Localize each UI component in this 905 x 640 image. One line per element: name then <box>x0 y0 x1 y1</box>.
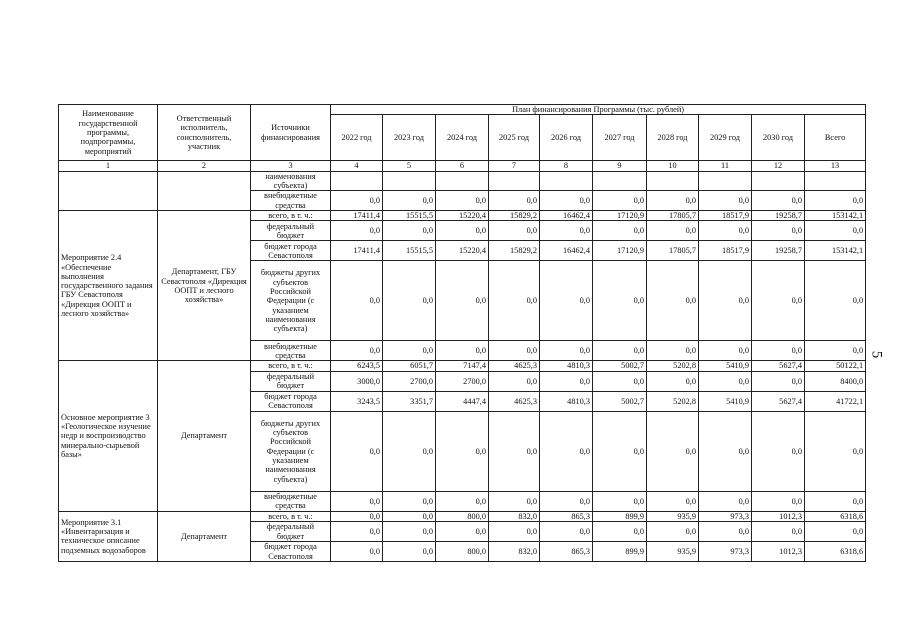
amount-cell: 0,0 <box>752 341 805 361</box>
amount-cell: 3243,5 <box>331 391 383 411</box>
amount-cell: 0,0 <box>331 191 383 211</box>
amount-cell: 0,0 <box>593 191 647 211</box>
amount-cell: 0,0 <box>489 191 540 211</box>
header-year: 2025 год <box>489 115 540 161</box>
amount-cell: 17411,4 <box>331 211 383 221</box>
financing-table <box>58 104 866 562</box>
amount-cell <box>752 171 805 191</box>
amount-cell: 0,0 <box>436 491 489 511</box>
amount-cell: 5627,4 <box>752 391 805 411</box>
amount-cell: 0,0 <box>489 341 540 361</box>
amount-cell: 0,0 <box>540 221 593 241</box>
amount-cell: 0,0 <box>540 371 593 391</box>
amount-cell: 0,0 <box>647 491 699 511</box>
funding-source: бюджет города Севастополя <box>251 391 331 411</box>
amount-cell: 0,0 <box>593 341 647 361</box>
table-row <box>59 171 866 191</box>
amount-cell: 0,0 <box>647 371 699 391</box>
amount-cell: 4810,3 <box>540 361 593 371</box>
column-number: 7 <box>489 161 540 171</box>
amount-cell: 2700,0 <box>436 371 489 391</box>
amount-cell: 17120,9 <box>593 241 647 261</box>
funding-source: бюджеты других субъектов Российской Федерации (с указанием наименования субъекта) <box>251 411 331 491</box>
column-number: 2 <box>158 161 251 171</box>
funding-source: всего, в т. ч.: <box>251 511 331 521</box>
table-row <box>59 361 866 371</box>
amount-cell: 50122,1 <box>805 361 866 371</box>
amount-cell: 17411,4 <box>331 241 383 261</box>
column-number: 11 <box>699 161 752 171</box>
amount-cell: 832,0 <box>489 511 540 521</box>
amount-cell: 153142,1 <box>805 241 866 261</box>
column-number: 10 <box>647 161 699 171</box>
amount-cell: 1012,3 <box>752 542 805 562</box>
header-year: 2024 год <box>436 115 489 161</box>
amount-cell: 5410,9 <box>699 391 752 411</box>
funding-source: внебюджетные средства <box>251 341 331 361</box>
amount-cell: 0,0 <box>436 522 489 542</box>
amount-cell: 0,0 <box>699 411 752 491</box>
amount-cell: 0,0 <box>593 491 647 511</box>
amount-cell: 4447,4 <box>436 391 489 411</box>
amount-cell: 5410,9 <box>699 361 752 371</box>
amount-cell: 973,3 <box>699 511 752 521</box>
amount-cell: 0,0 <box>331 522 383 542</box>
amount-cell: 0,0 <box>699 341 752 361</box>
table-row <box>59 211 866 221</box>
amount-cell: 0,0 <box>752 411 805 491</box>
amount-cell: 0,0 <box>331 261 383 341</box>
amount-cell <box>540 171 593 191</box>
amount-cell: 0,0 <box>805 522 866 542</box>
amount-cell: 0,0 <box>540 261 593 341</box>
header-year: 2027 год <box>593 115 647 161</box>
amount-cell: 5202,8 <box>647 391 699 411</box>
amount-cell: 0,0 <box>436 341 489 361</box>
amount-cell: 3351,7 <box>383 391 436 411</box>
amount-cell <box>647 171 699 191</box>
header-year: 2028 год <box>647 115 699 161</box>
amount-cell: 865,3 <box>540 542 593 562</box>
amount-cell: 0,0 <box>593 371 647 391</box>
amount-cell: 19258,7 <box>752 241 805 261</box>
amount-cell: 18517,9 <box>699 241 752 261</box>
funding-source: бюджет города Севастополя <box>251 542 331 562</box>
column-number: 5 <box>383 161 436 171</box>
amount-cell: 0,0 <box>331 511 383 521</box>
amount-cell: 0,0 <box>331 491 383 511</box>
column-number: 3 <box>251 161 331 171</box>
amount-cell <box>805 171 866 191</box>
funding-source: всего, в т. ч.: <box>251 361 331 371</box>
amount-cell: 0,0 <box>647 411 699 491</box>
amount-cell: 800,0 <box>436 511 489 521</box>
amount-cell: 0,0 <box>805 261 866 341</box>
amount-cell: 16462,4 <box>540 241 593 261</box>
amount-cell: 0,0 <box>805 491 866 511</box>
activity-name: Мероприятие 2.4 «Обеспечение выполнения государственного задания ГБУ Севастополя «Дирекция ООПТ и лесного хозяйства» <box>59 211 158 361</box>
amount-cell: 3000,0 <box>331 371 383 391</box>
activity-name: Мероприятие 3.1 «Инвентаризация и техническое описание подземных водозаборов <box>59 511 158 561</box>
amount-cell: 4625,3 <box>489 391 540 411</box>
amount-cell: 935,9 <box>647 542 699 562</box>
amount-cell: 865,3 <box>540 511 593 521</box>
funding-source: федеральный бюджет <box>251 371 331 391</box>
amount-cell <box>331 171 383 191</box>
header-year: 2029 год <box>699 115 752 161</box>
column-number: 13 <box>805 161 866 171</box>
amount-cell: 0,0 <box>805 341 866 361</box>
amount-cell: 5002,7 <box>593 361 647 371</box>
amount-cell: 0,0 <box>383 411 436 491</box>
amount-cell: 16462,4 <box>540 211 593 221</box>
amount-cell <box>699 171 752 191</box>
amount-cell: 0,0 <box>647 261 699 341</box>
amount-cell: 17805,7 <box>647 211 699 221</box>
amount-cell: 15515,5 <box>383 241 436 261</box>
amount-cell: 0,0 <box>647 221 699 241</box>
amount-cell: 8400,0 <box>805 371 866 391</box>
amount-cell: 7147,4 <box>436 361 489 371</box>
activity-name <box>59 171 158 211</box>
amount-cell: 0,0 <box>331 341 383 361</box>
amount-cell: 0,0 <box>489 411 540 491</box>
amount-cell: 5002,7 <box>593 391 647 411</box>
amount-cell: 0,0 <box>699 191 752 211</box>
table-row <box>59 511 866 521</box>
responsible-executor: Департамент, ГБУ Севастополя «Дирекция ООПТ и лесного хозяйства» <box>158 211 251 361</box>
amount-cell: 0,0 <box>540 191 593 211</box>
amount-cell: 0,0 <box>647 341 699 361</box>
responsible-executor: Департамент <box>158 361 251 511</box>
amount-cell: 0,0 <box>752 491 805 511</box>
amount-cell: 17805,7 <box>647 241 699 261</box>
amount-cell <box>383 171 436 191</box>
amount-cell: 6318,6 <box>805 542 866 562</box>
amount-cell: 0,0 <box>805 411 866 491</box>
amount-cell: 0,0 <box>540 491 593 511</box>
amount-cell: 6318,6 <box>805 511 866 521</box>
column-number: 8 <box>540 161 593 171</box>
amount-cell: 0,0 <box>331 542 383 562</box>
amount-cell: 0,0 <box>699 522 752 542</box>
amount-cell: 5627,4 <box>752 361 805 371</box>
amount-cell: 0,0 <box>489 221 540 241</box>
amount-cell: 0,0 <box>383 221 436 241</box>
amount-cell: 2700,0 <box>383 371 436 391</box>
header-year: 2023 год <box>383 115 436 161</box>
amount-cell <box>436 171 489 191</box>
amount-cell: 0,0 <box>752 522 805 542</box>
header-year: 2022 год <box>331 115 383 161</box>
amount-cell: 0,0 <box>647 191 699 211</box>
amount-cell: 0,0 <box>699 221 752 241</box>
amount-cell: 0,0 <box>331 221 383 241</box>
amount-cell: 0,0 <box>436 411 489 491</box>
amount-cell: 800,0 <box>436 542 489 562</box>
funding-source: внебюджетные средства <box>251 191 331 211</box>
amount-cell: 935,9 <box>647 511 699 521</box>
amount-cell: 899,9 <box>593 542 647 562</box>
header-responsible: Ответственный исполнитель, соисполнитель, участник <box>158 105 251 161</box>
responsible-executor <box>158 171 251 211</box>
amount-cell: 4810,3 <box>540 391 593 411</box>
funding-source: внебюджетные средства <box>251 491 331 511</box>
funding-source: федеральный бюджет <box>251 522 331 542</box>
header-sources: Источники финансирования <box>251 105 331 161</box>
amount-cell <box>593 171 647 191</box>
amount-cell: 5202,8 <box>647 361 699 371</box>
amount-cell: 0,0 <box>540 522 593 542</box>
amount-cell: 15829,2 <box>489 211 540 221</box>
amount-cell: 0,0 <box>593 522 647 542</box>
amount-cell: 0,0 <box>593 221 647 241</box>
amount-cell: 18517,9 <box>699 211 752 221</box>
amount-cell: 0,0 <box>752 221 805 241</box>
amount-cell: 0,0 <box>647 522 699 542</box>
amount-cell: 153142,1 <box>805 211 866 221</box>
amount-cell: 0,0 <box>699 261 752 341</box>
header-plan-title: План финансирования Программы (тыс. рублей) <box>331 105 866 115</box>
header-year: Всего <box>805 115 866 161</box>
amount-cell: 0,0 <box>383 511 436 521</box>
amount-cell: 0,0 <box>436 261 489 341</box>
amount-cell: 0,0 <box>540 341 593 361</box>
page-number: 5 <box>868 350 885 359</box>
activity-name: Основное мероприятие 3 «Геологическое изучение недр и воспроизводство минерально-сырьевой базы» <box>59 361 158 511</box>
amount-cell: 0,0 <box>383 191 436 211</box>
column-number: 4 <box>331 161 383 171</box>
funding-source: бюджет города Севастополя <box>251 241 331 261</box>
amount-cell: 0,0 <box>752 371 805 391</box>
amount-cell: 4625,3 <box>489 361 540 371</box>
amount-cell: 19258,7 <box>752 211 805 221</box>
amount-cell: 0,0 <box>383 522 436 542</box>
amount-cell: 973,3 <box>699 542 752 562</box>
header-name: Наименование государственной программы, подпрограммы, мероприятий <box>59 105 158 161</box>
column-number: 1 <box>59 161 158 171</box>
amount-cell: 0,0 <box>489 522 540 542</box>
amount-cell: 0,0 <box>489 491 540 511</box>
amount-cell: 0,0 <box>383 341 436 361</box>
amount-cell: 0,0 <box>489 371 540 391</box>
header-year: 2030 год <box>752 115 805 161</box>
amount-cell: 0,0 <box>540 411 593 491</box>
amount-cell: 0,0 <box>805 191 866 211</box>
amount-cell: 15220,4 <box>436 211 489 221</box>
amount-cell: 41722,1 <box>805 391 866 411</box>
funding-source: бюджеты других субъектов Российской Федерации (с указанием наименования субъекта) <box>251 261 331 341</box>
amount-cell: 15829,2 <box>489 241 540 261</box>
funding-source: наименования субъекта) <box>251 171 331 191</box>
amount-cell: 0,0 <box>383 542 436 562</box>
column-number: 12 <box>752 161 805 171</box>
amount-cell: 0,0 <box>699 491 752 511</box>
amount-cell: 1012,3 <box>752 511 805 521</box>
amount-cell: 0,0 <box>383 491 436 511</box>
amount-cell: 15220,4 <box>436 241 489 261</box>
amount-cell: 0,0 <box>436 221 489 241</box>
amount-cell: 899,9 <box>593 511 647 521</box>
responsible-executor: Департамент <box>158 511 251 561</box>
amount-cell: 15515,5 <box>383 211 436 221</box>
amount-cell: 832,0 <box>489 542 540 562</box>
column-number: 6 <box>436 161 489 171</box>
amount-cell: 0,0 <box>436 191 489 211</box>
amount-cell: 0,0 <box>752 261 805 341</box>
amount-cell: 6051,7 <box>383 361 436 371</box>
amount-cell: 0,0 <box>752 191 805 211</box>
amount-cell: 0,0 <box>805 221 866 241</box>
amount-cell <box>489 171 540 191</box>
funding-source: всего, в т. ч.: <box>251 211 331 221</box>
funding-source: федеральный бюджет <box>251 221 331 241</box>
header-year: 2026 год <box>540 115 593 161</box>
amount-cell: 17120,9 <box>593 211 647 221</box>
amount-cell: 0,0 <box>699 371 752 391</box>
amount-cell: 0,0 <box>331 411 383 491</box>
amount-cell: 0,0 <box>593 261 647 341</box>
column-number: 9 <box>593 161 647 171</box>
amount-cell: 6243,5 <box>331 361 383 371</box>
amount-cell: 0,0 <box>383 261 436 341</box>
amount-cell: 0,0 <box>489 261 540 341</box>
amount-cell: 0,0 <box>593 411 647 491</box>
